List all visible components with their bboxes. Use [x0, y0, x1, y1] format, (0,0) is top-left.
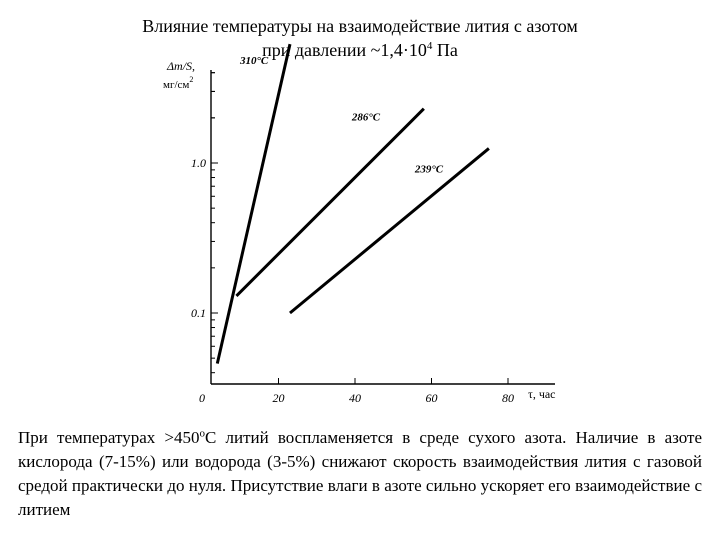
x-tick-label: 40 — [349, 391, 361, 405]
x-axis-label: τ, час — [528, 387, 556, 401]
title-exponent: 4 — [426, 40, 433, 52]
y-tick-label: 0.1 — [191, 306, 206, 320]
degree-sup: о — [199, 427, 205, 440]
axes — [211, 70, 555, 384]
x-tick-label: 0 — [199, 391, 205, 405]
title-line-2-main: при давлении ~1,4·10 — [262, 40, 427, 60]
y-axis-unit-exponent: 2 — [189, 75, 194, 84]
y-tick-label: 1.0 — [191, 156, 206, 170]
x-tick-label: 20 — [272, 391, 285, 405]
title-line-1: Влияние температуры на взаимодействие лития с азотом — [142, 16, 578, 36]
series-line — [217, 44, 290, 363]
title-unit: Па — [432, 40, 458, 60]
y-axis-label-unit: $мг/см^2$ — [163, 75, 194, 91]
y-axis-label-line1: Δm/S, — [167, 59, 196, 73]
paragraph-text-start: При температурах >450 — [18, 428, 200, 447]
series-line — [236, 109, 423, 296]
series-label: 310°C — [239, 55, 269, 68]
body-paragraph — [18, 426, 702, 522]
x-tick-label: 60 — [425, 391, 438, 405]
x-tick-label: 80 — [502, 391, 514, 405]
series-label: 286°C — [351, 111, 381, 124]
series-lines — [217, 44, 489, 363]
paragraph-text-rest: С литий воспламеняется в среде сухого азота. Наличие в азоте кислорода (7-15%) или водорода (3-5%) снижают скорость взаимодействия лития с газовой средой практически до нуля. Присутствие влаги в азоте сильно ускоряет его взаимодействие с литием — [18, 428, 702, 519]
series-label: 239°C — [414, 163, 444, 176]
series-line — [290, 148, 489, 313]
